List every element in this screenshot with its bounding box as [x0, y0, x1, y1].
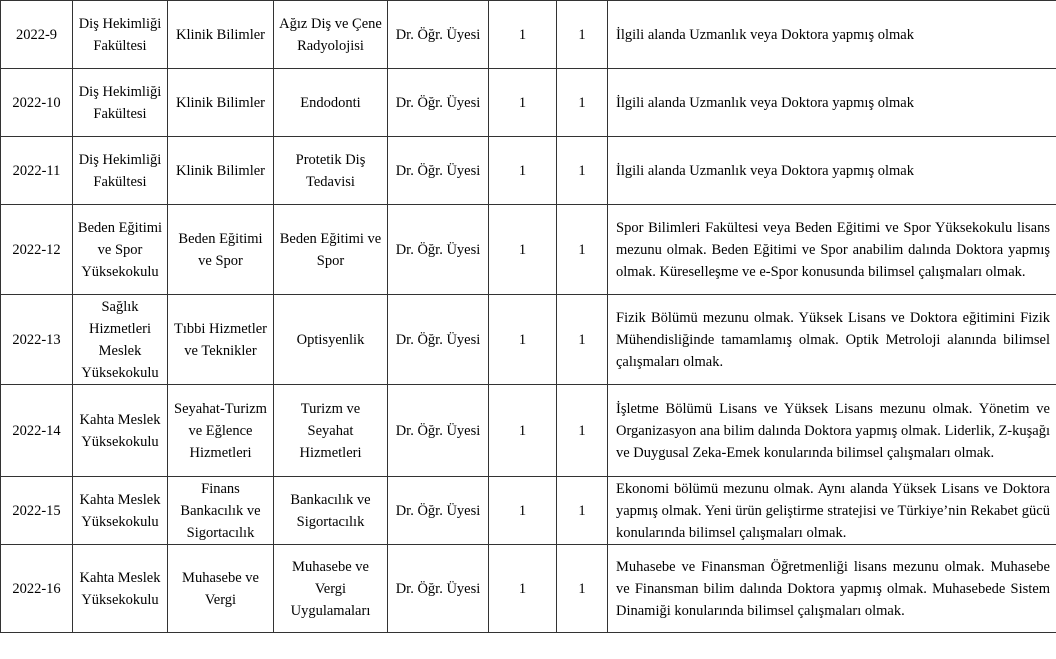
- cell-title: Dr. Öğr. Üyesi: [388, 205, 489, 295]
- cell-title: Dr. Öğr. Üyesi: [388, 385, 489, 477]
- cell-unit: Diş Hekimliği Fakültesi: [73, 1, 168, 69]
- cell-department: Seyahat-Turizm ve Eğlence Hizmetleri: [168, 385, 274, 477]
- cell-code: 2022-14: [1, 385, 73, 477]
- cell-code: 2022-12: [1, 205, 73, 295]
- cell-program: Optisyenlik: [274, 295, 388, 385]
- cell-count: 1: [489, 69, 557, 137]
- cell-title: Dr. Öğr. Üyesi: [388, 1, 489, 69]
- cell-department: Klinik Bilimler: [168, 1, 274, 69]
- table-row: [1, 69, 1056, 137]
- table-row: [1, 1, 1056, 69]
- cell-code: 2022-9: [1, 1, 73, 69]
- cell-unit: Sağlık Hizmetleri Meslek Yüksekokulu: [73, 295, 168, 385]
- cell-requirement: İlgili alanda Uzmanlık veya Doktora yapmış olmak: [608, 1, 1056, 69]
- cell-degree: 1: [557, 1, 608, 69]
- cell-code: 2022-16: [1, 545, 73, 633]
- cell-count: 1: [489, 545, 557, 633]
- cell-department: Tıbbi Hizmetler ve Teknikler: [168, 295, 274, 385]
- cell-code: 2022-15: [1, 477, 73, 545]
- table-row: [1, 477, 1056, 545]
- cell-program: Protetik Diş Tedavisi: [274, 137, 388, 205]
- cell-unit: Kahta Meslek Yüksekokulu: [73, 477, 168, 545]
- cell-unit: Diş Hekimliği Fakültesi: [73, 69, 168, 137]
- cell-requirement: İlgili alanda Uzmanlık veya Doktora yapmış olmak: [608, 137, 1056, 205]
- cell-unit: Diş Hekimliği Fakültesi: [73, 137, 168, 205]
- cell-program: Turizm ve Seyahat Hizmetleri: [274, 385, 388, 477]
- cell-department: Klinik Bilimler: [168, 69, 274, 137]
- cell-department: Klinik Bilimler: [168, 137, 274, 205]
- table-row: [1, 205, 1056, 295]
- cell-title: Dr. Öğr. Üyesi: [388, 295, 489, 385]
- cell-degree: 1: [557, 545, 608, 633]
- cell-degree: 1: [557, 137, 608, 205]
- cell-unit: Beden Eğitimi ve Spor Yüksekokulu: [73, 205, 168, 295]
- cell-count: 1: [489, 205, 557, 295]
- cell-unit: Kahta Meslek Yüksekokulu: [73, 385, 168, 477]
- cell-degree: 1: [557, 295, 608, 385]
- cell-requirement: Muhasebe ve Finansman Öğretmenliği lisans mezunu olmak. Muhasebe ve Finansman bilim dalında Doktora yapmış olmak. Muhasebede Sistem Dinamiği konularında bilimsel çalışmaları olmak.: [608, 545, 1056, 633]
- cell-count: 1: [489, 385, 557, 477]
- cell-program: Beden Eğitimi ve Spor: [274, 205, 388, 295]
- table-row: [1, 385, 1056, 477]
- cell-requirement: İşletme Bölümü Lisans ve Yüksek Lisans mezunu olmak. Yönetim ve Organizasyon ana bilim dalında Doktora yapmış olmak. Liderlik, Z-kuşağı ve Duygusal Zeka-Emek konularında bilimsel çalışmaları olmak.: [608, 385, 1056, 477]
- cell-degree: 1: [557, 205, 608, 295]
- cell-count: 1: [489, 137, 557, 205]
- table-row: [1, 545, 1056, 633]
- cell-program: Endodonti: [274, 69, 388, 137]
- cell-degree: 1: [557, 385, 608, 477]
- cell-count: 1: [489, 1, 557, 69]
- cell-title: Dr. Öğr. Üyesi: [388, 69, 489, 137]
- cell-department: Finans Bankacılık ve Sigortacılık: [168, 477, 274, 545]
- cell-code: 2022-13: [1, 295, 73, 385]
- cell-code: 2022-11: [1, 137, 73, 205]
- cell-count: 1: [489, 477, 557, 545]
- cell-title: Dr. Öğr. Üyesi: [388, 137, 489, 205]
- cell-department: Muhasebe ve Vergi: [168, 545, 274, 633]
- cell-degree: 1: [557, 477, 608, 545]
- cell-code: 2022-10: [1, 69, 73, 137]
- table-row: [1, 137, 1056, 205]
- cell-count: 1: [489, 295, 557, 385]
- cell-unit: Kahta Meslek Yüksekokulu: [73, 545, 168, 633]
- cell-requirement: Fizik Bölümü mezunu olmak. Yüksek Lisans ve Doktora eğitimini Fizik Mühendisliğinde tamamlamış olmak. Optik Metroloji alanında bilimsel çalışmaları olmak.: [608, 295, 1056, 385]
- cell-program: Muhasebe ve Vergi Uygulamaları: [274, 545, 388, 633]
- cell-department: Beden Eğitimi ve Spor: [168, 205, 274, 295]
- cell-requirement: Ekonomi bölümü mezunu olmak. Aynı alanda Yüksek Lisans ve Doktora yapmış olmak. Yeni ürün geliştirme stratejisi ve Türkiye’nin Rekabet gücü konularında bilimsel çalışmaları olmak.: [608, 477, 1056, 545]
- cell-requirement: Spor Bilimleri Fakültesi veya Beden Eğitimi ve Spor Yüksekokulu lisans mezunu olmak. Beden Eğitimi ve Spor anabilim dalında Doktora yapmış olmak. Küreselleşme ve e-Spor konusunda bilimsel çalışmaları olmak.: [608, 205, 1056, 295]
- cell-title: Dr. Öğr. Üyesi: [388, 477, 489, 545]
- cell-title: Dr. Öğr. Üyesi: [388, 545, 489, 633]
- cell-program: Bankacılık ve Sigortacılık: [274, 477, 388, 545]
- cell-program: Ağız Diş ve Çene Radyolojisi: [274, 1, 388, 69]
- cell-requirement: İlgili alanda Uzmanlık veya Doktora yapmış olmak: [608, 69, 1056, 137]
- table-row: [1, 295, 1056, 385]
- cell-degree: 1: [557, 69, 608, 137]
